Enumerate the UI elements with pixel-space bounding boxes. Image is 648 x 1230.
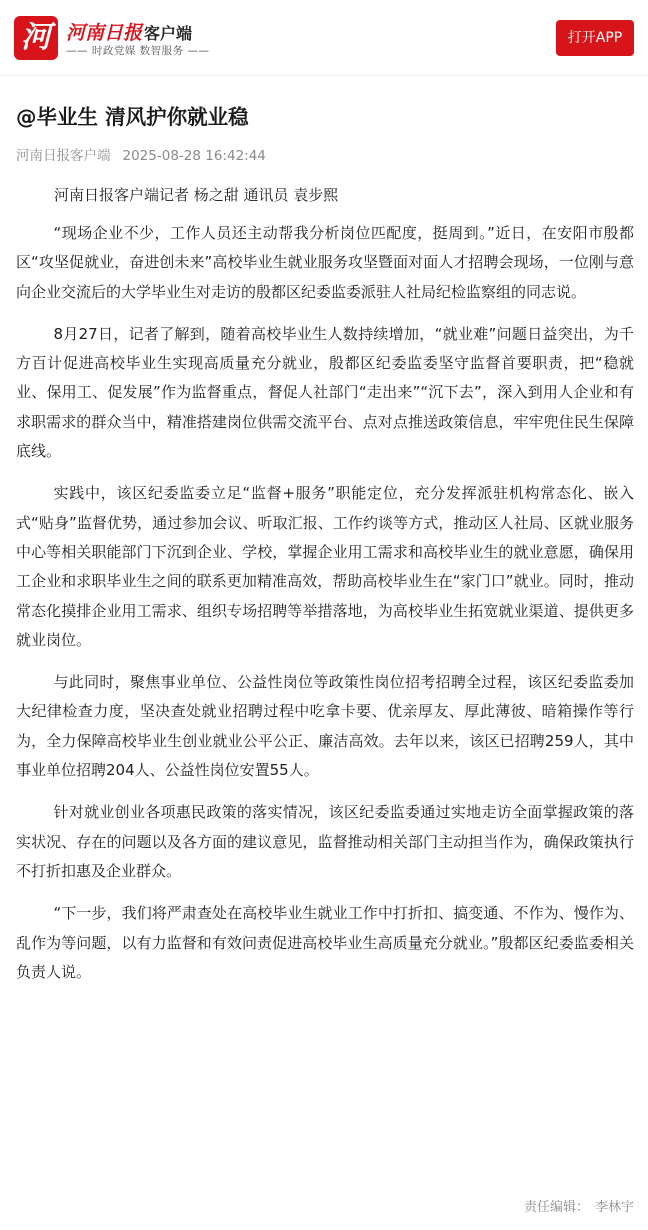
article-date: 2025-08-28 16:42:44 [122, 148, 266, 164]
article-paragraph: “下一步，我们将严肃查处在高校毕业生就业工作中打折扣、搞变通、不作为、慢作为、乱作为等问题，以有力监督和有效问责促进高校毕业生高质量充分就业。”殷都区纪委监委相关负责人说。 [16, 904, 634, 981]
logo-slogan: —— 时政党媒 数智服务 —— [66, 45, 210, 57]
article-paragraph: 8月27日，记者了解到，随着高校毕业生人数持续增加，“就业难”问题日益突出，为千方百计促进高校毕业生实现高质量充分就业，殷都区纪委监委坚守监督首要职责，把“稳就业、保用工、促发展”作为监督重点，督促人社部门“走出来”“沉下去”，深入到用人企业和有求职需求的群众当中，精准搭建岗位供需交流平台、点对点推送政策信息，牢牢兜住民生保障底线。 [16, 324, 634, 461]
article-byline: 河南日报客户端记者 杨之甜 通讯员 袁步熙 [54, 186, 339, 204]
editor-label: 责任编辑： [523, 1200, 589, 1215]
article-paragraph: 实践中，该区纪委监委立足“监督+服务”职能定位，充分发挥派驻机构常态化、嵌入式“贴身”监督优势，通过参加会议、听取汇报、工作约谈等方式，推动区人社局、区就业服务中心等相关职能部门下沉到企业、学校，掌握企业用工需求和高校毕业生的就业意愿，确保用工企业和求职毕业生之间的联系更加精准高效，帮助高校毕业生在“家门口”就业。同时，推动常态化摸排企业用工需求、组织专场招聘等举措落地，为高校毕业生拓宽就业渠道、提供更多就业岗位。 [16, 484, 634, 649]
logo-name [66, 18, 192, 45]
open-app-button[interactable]: 打开APP [556, 20, 634, 56]
responsible-editor [524, 1196, 634, 1215]
logo-mark-icon: 河 [14, 16, 58, 60]
article-paragraph: 针对就业创业各项惠民政策的落实情况，该区纪委监委通过实地走访全面掌握政策的落实状况、存在的问题以及各方面的建议意见，监督推动相关部门主动担当作为，确保政策执行不打折扣惠及企业群众。 [16, 803, 634, 880]
article-source: 河南日报客户端 [16, 148, 111, 164]
article-meta [16, 146, 634, 166]
top-bar [0, 0, 648, 76]
editor-name: 李林宇 [594, 1200, 634, 1215]
app-logo[interactable] [14, 16, 210, 60]
article [16, 100, 634, 987]
article-title: @毕业生 清风护你就业稳 [16, 105, 249, 129]
logo-suffix: 客户端 [144, 24, 193, 43]
article-paragraph: “现场企业不少，工作人员还主动帮我分析岗位匹配度，挺周到。”近日，在安阳市殷都区“攻坚促就业，奋进创未来”高校毕业生就业服务攻坚暨面对面人才招聘会现场，一位刚与意向企业交流后的大学毕业生对走访的殷都区纪委监委派驻人社局纪检监察组的同志说。 [16, 224, 634, 301]
article-paragraph: 与此同时，聚焦事业单位、公益性岗位等政策性岗位招考招聘全过程，该区纪委监委加大纪律检查力度，坚决查处就业招聘过程中吃拿卡要、优亲厚友、厚此薄彼、暗箱操作等行为，全力保障高校毕业生创业就业公平公正、廉洁高效。去年以来，该区已招聘259人，其中事业单位招聘204人、公益性岗位安置55人。 [16, 673, 634, 780]
logo-name-text: 河南日报 [66, 22, 143, 44]
